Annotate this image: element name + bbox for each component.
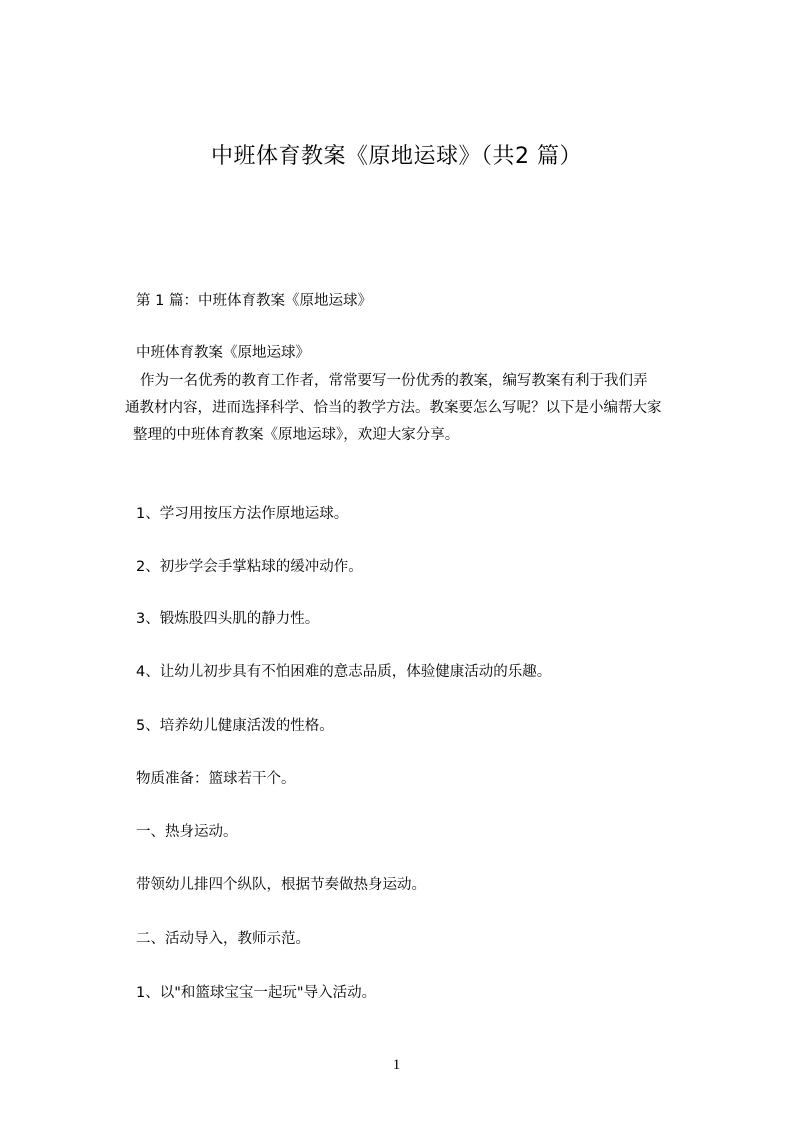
step-item: 1、以"和篮球宝宝一起玩"导入活动。: [136, 985, 377, 1001]
lesson-subtitle: 中班体育教案《原地运球》: [136, 345, 310, 361]
goal-item: 5、培养幼儿健康活泼的性格。: [136, 718, 334, 734]
intro-line: 作为一名优秀的教育工作者，常常要写一份优秀的教案，编写教案有利于我们弄: [140, 373, 648, 389]
goal-item: 1、学习用按压方法作原地运球。: [136, 506, 349, 522]
materials-line: 物质准备：篮球若干个。: [136, 771, 296, 787]
step-heading: 一、热身运动。: [136, 824, 238, 840]
intro-paragraph: [95, 368, 662, 449]
intro-line: 整理的中班体育教案《原地运球》，欢迎大家分享。: [133, 427, 460, 443]
goal-item: 3、锻炼股四头肌的静力性。: [136, 611, 320, 627]
section-heading: 第 1 篇：中班体育教案《原地运球》: [136, 293, 372, 309]
goal-item: 4、让幼儿初步具有不怕困难的意志品质，体验健康活动的乐趣。: [136, 664, 552, 680]
intro-line: 通教材内容，进而选择科学、恰当的教学方法。教案要怎么写呢？以下是小编帮大家: [125, 400, 662, 416]
step-heading: 二、活动导入，教师示范。: [136, 931, 310, 947]
page-number: 1: [392, 1057, 401, 1073]
document-title: 中班体育教案《原地运球》（共2 篇）: [211, 144, 582, 169]
step-text: 带领幼儿排四个纵队，根据节奏做热身运动。: [136, 877, 426, 893]
goal-item: 2、初步学会手掌粘球的缓冲动作。: [136, 559, 363, 575]
